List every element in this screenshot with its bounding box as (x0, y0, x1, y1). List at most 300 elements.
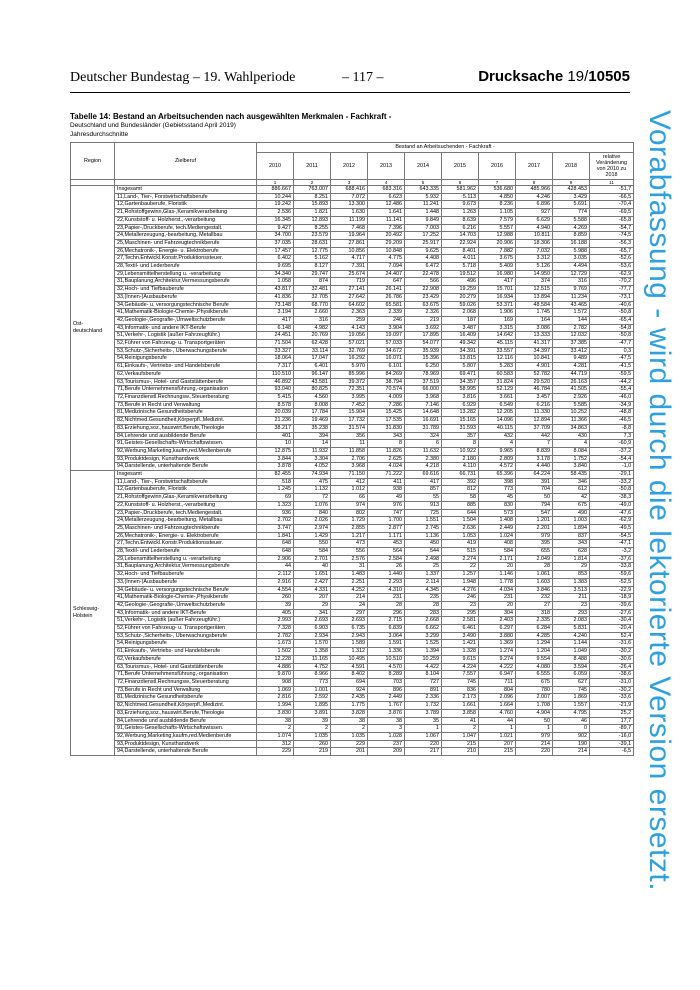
occupation-cell: 91,Geistes-Gesellschafts-Wirtschaftswissen. (115, 725, 257, 733)
value-cell: 694 (331, 679, 368, 687)
value-cell: 1.752 (553, 455, 590, 463)
table-row (71, 501, 634, 509)
value-cell: 395 (516, 540, 553, 548)
table-row (71, 186, 634, 194)
value-cell: 1.745 (516, 309, 553, 317)
value-cell: 412 (331, 478, 368, 486)
value-cell: 13.815 (442, 355, 479, 363)
value-cell: -47,6 (590, 509, 634, 517)
occupation-cell: 21,Rohstoffgewinn,Glas-,Keramikverarbeitung (115, 209, 257, 217)
value-cell: 485.966 (516, 186, 553, 194)
value-cell: 25.917 (405, 239, 442, 247)
occupation-cell: 53,Schutz-,Sicherheits-, Überwachungsberufe (115, 347, 257, 355)
value-cell: 22 (442, 563, 479, 571)
value-cell: 1.525 (405, 640, 442, 648)
value-cell: 1.146 (479, 571, 516, 579)
value-cell: 703 (368, 679, 405, 687)
value-cell: 2.403 (479, 617, 516, 625)
value-cell: 32.705 (294, 293, 331, 301)
value-cell: 3.064 (368, 632, 405, 640)
value-cell: 4.052 (294, 463, 331, 471)
value-cell: 4.408 (405, 255, 442, 263)
value-cell: 11.330 (516, 409, 553, 417)
value-cell: 1 (516, 725, 553, 733)
value-cell: 4.982 (294, 324, 331, 332)
value-cell: 73.148 (257, 301, 294, 309)
value-cell: 22.908 (405, 286, 442, 294)
value-cell: 41.836 (257, 293, 294, 301)
occupation-cell: 34,Gebäude- u. versorgungstechnische Berufe (115, 586, 257, 594)
value-cell: 42 (553, 494, 590, 502)
document-number (478, 68, 630, 85)
value-cell: -30,6 (590, 655, 634, 663)
value-cell: 9.615 (442, 655, 479, 663)
value-cell: 2.026 (294, 517, 331, 525)
value-cell: 6.629 (516, 216, 553, 224)
value-cell: 1.201 (516, 517, 553, 525)
value-cell: 8.488 (553, 655, 590, 663)
value-cell: 1.778 (479, 578, 516, 586)
value-cell: 1.061 (516, 571, 553, 579)
value-cell: 1.257 (442, 571, 479, 579)
value-cell: 38.217 (257, 424, 294, 432)
value-cell: 11.165 (294, 655, 331, 663)
table-title: Tabelle 14: Bestand an Arbeitsuchenden nach ausgewählten Merkmalen - Fachkraft - (70, 112, 392, 121)
value-cell: 19.964 (331, 232, 368, 240)
value-cell: 43.817 (257, 286, 294, 294)
value-cell: 1.504 (442, 517, 479, 525)
table-row (71, 332, 634, 340)
value-cell: 25 (405, 563, 442, 571)
value-cell: 4.034 (479, 586, 516, 594)
value-cell: 59.026 (442, 301, 479, 309)
value-cell: 1.440 (368, 571, 405, 579)
value-cell: 627 (553, 679, 590, 687)
value-cell: 66.000 (405, 386, 442, 394)
occupation-cell: 12,Gartenbauberufe, Floristik (115, 486, 257, 494)
value-cell: 2.855 (331, 524, 368, 532)
value-cell: 1.012 (331, 486, 368, 494)
value-cell: 4.110 (442, 463, 479, 471)
value-cell: 6.284 (516, 625, 553, 633)
table-row (71, 548, 634, 556)
value-cell: 2.693 (331, 617, 368, 625)
value-cell: 4.252 (331, 586, 368, 594)
value-cell: 518 (257, 478, 294, 486)
value-cell: 37.709 (516, 424, 553, 432)
value-cell: 214 (516, 740, 553, 748)
table-row (71, 201, 634, 209)
value-cell: 6.216 (516, 401, 553, 409)
value-cell: 3.594 (553, 663, 590, 671)
data-table (70, 142, 634, 756)
value-cell: 2.782 (553, 324, 590, 332)
value-cell: 65.396 (479, 471, 516, 479)
value-cell: -55,4 (590, 386, 634, 394)
value-cell: 58.435 (553, 471, 590, 479)
value-cell: 5.113 (442, 193, 479, 201)
value-cell: -6,5 (590, 748, 634, 756)
value-cell: 3.513 (553, 586, 590, 594)
value-cell: 417 (257, 316, 294, 324)
value-cell: 4.310 (368, 586, 405, 594)
value-cell: 430 (553, 432, 590, 440)
column-number: 11 (590, 180, 634, 186)
value-cell: 11.241 (405, 201, 442, 209)
value-cell: 1.408 (479, 517, 516, 525)
value-cell: 2.715 (368, 617, 405, 625)
occupation-cell: 94,Darstellende, unterhaltende Berufe (115, 463, 257, 471)
occupation-cell: 81,Medizinische Gesundheitsberufe (115, 694, 257, 702)
value-cell: 4.570 (368, 663, 405, 671)
value-cell: 1.263 (442, 209, 479, 217)
value-cell: 581.962 (442, 186, 479, 194)
value-cell: 647 (368, 278, 405, 286)
value-cell: -77,7 (590, 286, 634, 294)
table-row (71, 709, 634, 717)
value-cell: 1.895 (294, 702, 331, 710)
value-cell: -37,2 (590, 447, 634, 455)
column-number: 2 (294, 180, 331, 186)
value-cell: 219 (294, 748, 331, 756)
value-cell: 6.401 (294, 363, 331, 371)
value-cell: 9.965 (479, 447, 516, 455)
value-cell: 2.934 (294, 632, 331, 640)
value-cell: 1.551 (405, 517, 442, 525)
value-cell: 405 (257, 609, 294, 617)
occupation-cell: 25,Maschinen- und Fahrzeugtechnikberufe (115, 524, 257, 532)
value-cell: 3.457 (516, 393, 553, 401)
value-cell: 3.891 (294, 709, 331, 717)
value-cell: 11.366 (553, 417, 590, 425)
value-cell: 612 (553, 486, 590, 494)
value-cell: 16.980 (479, 270, 516, 278)
occupation-cell: 52,Führer von Fahrzeug- u. Transportgeräten (115, 340, 257, 348)
value-cell: 780 (516, 686, 553, 694)
table-row (71, 340, 634, 348)
value-cell: -33,6 (590, 694, 634, 702)
occupation-cell: 11,Land-, Tier-, Forstwirtschaftsberufe (115, 193, 257, 201)
value-cell: 25,2 (590, 709, 634, 717)
occupation-cell: 73,Berufe in Recht und Verwaltung (115, 401, 257, 409)
value-cell: 66.731 (442, 471, 479, 479)
table-row (71, 355, 634, 363)
value-cell: 57.021 (331, 340, 368, 348)
value-cell: 32.769 (331, 347, 368, 355)
table-row (71, 347, 634, 355)
value-cell: 11.826 (368, 447, 405, 455)
value-cell: 1.448 (405, 209, 442, 217)
value-cell: 3.828 (331, 709, 368, 717)
value-cell: 5.126 (516, 263, 553, 271)
value-cell: 20.769 (294, 332, 331, 340)
value-cell: 6.735 (331, 625, 368, 633)
value-cell: 1.001 (294, 686, 331, 694)
value-cell: 17,7 (590, 717, 634, 725)
occupation-cell: 34,Gebäude- u. versorgungstechnische Berufe (115, 301, 257, 309)
value-cell: 246 (368, 316, 405, 324)
occupation-cell: 71,Berufe Unternehmensführung,-organisation (115, 386, 257, 394)
value-cell: 7.317 (257, 363, 294, 371)
value-cell: 4.285 (516, 632, 553, 640)
table-row (71, 725, 634, 733)
table-row (71, 571, 634, 579)
value-cell: 902 (553, 732, 590, 740)
value-cell: 1.136 (405, 532, 442, 540)
value-cell: 2.782 (257, 632, 294, 640)
value-cell: 16.188 (553, 239, 590, 247)
value-cell: 6.059 (553, 671, 590, 679)
value-cell: -47,7 (590, 340, 634, 348)
value-cell: 1.074 (257, 732, 294, 740)
value-cell: 7.094 (368, 263, 405, 271)
value-cell: 2.816 (257, 694, 294, 702)
value-cell: 4.009 (368, 393, 405, 401)
value-cell: 2.592 (294, 694, 331, 702)
value-cell: -47,1 (590, 540, 634, 548)
value-cell: 31.789 (405, 424, 442, 432)
value-cell: 473 (331, 540, 368, 548)
value-cell: 29 (553, 563, 590, 571)
value-cell: 2.668 (405, 617, 442, 625)
value-cell: -52,5 (590, 578, 634, 586)
value-cell: 60.583 (479, 370, 516, 378)
value-cell: 3.429 (553, 193, 590, 201)
value-cell: 3.304 (294, 455, 331, 463)
value-cell: 11.858 (331, 447, 368, 455)
value-cell: 1.994 (257, 702, 294, 710)
value-cell: -22,9 (590, 586, 634, 594)
value-cell: 1.003 (553, 517, 590, 525)
value-cell: 13.300 (331, 201, 368, 209)
value-cell: 214 (553, 748, 590, 756)
value-cell: 2.693 (294, 617, 331, 625)
value-cell: 1.673 (257, 640, 294, 648)
value-cell: 442 (516, 432, 553, 440)
value-cell: 6.839 (368, 625, 405, 633)
value-cell: 4.717 (331, 255, 368, 263)
value-cell: 4.554 (257, 586, 294, 594)
occupation-cell: 23,Papier-,Druckberufe, tech.Mediengestalt. (115, 509, 257, 517)
value-cell: 38 (331, 717, 368, 725)
value-cell: 357 (442, 432, 479, 440)
value-cell: 4 (479, 440, 516, 448)
value-cell: 69 (257, 494, 294, 502)
value-cell: -41,5 (590, 363, 634, 371)
value-cell: 8.236 (479, 201, 516, 209)
value-cell: 2.083 (553, 617, 590, 625)
value-cell: 4.760 (479, 709, 516, 717)
value-cell: 3.178 (516, 455, 553, 463)
drucksache-label: Drucksache (478, 68, 564, 85)
column-number: 7 (479, 180, 516, 186)
value-cell: 4.494 (553, 263, 590, 271)
value-cell: 2.201 (516, 524, 553, 532)
value-cell: 7 (516, 440, 553, 448)
table-row (71, 424, 634, 432)
value-cell: 346 (553, 478, 590, 486)
value-cell: 32.481 (294, 286, 331, 294)
value-cell: 1.204 (516, 648, 553, 656)
value-cell: 16.691 (405, 417, 442, 425)
value-cell: 20 (479, 563, 516, 571)
value-cell: 812 (442, 486, 479, 494)
value-cell: 4.143 (331, 324, 368, 332)
value-cell: 2.114 (405, 578, 442, 586)
value-cell: 936 (257, 509, 294, 517)
value-cell: 1.336 (368, 648, 405, 656)
value-cell: 3.194 (257, 309, 294, 317)
value-cell: 2.007 (516, 694, 553, 702)
value-cell: -38,3 (590, 494, 634, 502)
value-cell: 35.238 (294, 424, 331, 432)
value-cell: -89,7 (590, 725, 634, 733)
column-number: 8 (516, 180, 553, 186)
value-cell: 110.510 (257, 370, 294, 378)
value-cell: 71.222 (368, 471, 405, 479)
value-cell: 7.882 (479, 247, 516, 255)
table-row (71, 370, 634, 378)
col-header-year: 2018 (553, 153, 590, 180)
value-cell: 3.747 (257, 524, 294, 532)
value-cell: 29.209 (368, 239, 405, 247)
value-cell: 432 (479, 432, 516, 440)
value-cell: 475 (294, 478, 331, 486)
table-row (71, 316, 634, 324)
value-cell: 25.674 (331, 270, 368, 278)
value-cell: 1.589 (331, 640, 368, 648)
value-cell: 2.636 (442, 524, 479, 532)
value-cell: 46.892 (257, 378, 294, 386)
value-cell: 341 (294, 609, 331, 617)
value-cell: 3.692 (405, 324, 442, 332)
value-cell: -29,1 (590, 471, 634, 479)
value-cell: 4.224 (442, 663, 479, 671)
value-cell: 33.557 (479, 347, 516, 355)
value-cell: 231 (368, 594, 405, 602)
value-cell: 260 (257, 594, 294, 602)
table-row (71, 393, 634, 401)
value-cell: 3 (368, 725, 405, 733)
value-cell: 4.281 (553, 363, 590, 371)
value-cell: 896 (368, 686, 405, 694)
value-cell: 296 (368, 609, 405, 617)
value-cell: 8 (442, 440, 479, 448)
value-cell: 2.435 (331, 694, 368, 702)
value-cell: 1.630 (331, 209, 368, 217)
value-cell: 12.893 (294, 216, 331, 224)
value-cell: 566 (405, 278, 442, 286)
table-row (71, 486, 634, 494)
value-cell: 1.069 (257, 686, 294, 694)
value-cell: 2.380 (405, 455, 442, 463)
value-cell: 31.574 (331, 424, 368, 432)
table-row (71, 232, 634, 240)
value-cell: 1.358 (294, 648, 331, 656)
value-cell: 1.337 (405, 571, 442, 579)
drucksache-number: 10505 (588, 68, 630, 85)
value-cell: 1.323 (257, 501, 294, 509)
value-cell: 4.560 (294, 393, 331, 401)
value-cell: -66,5 (590, 193, 634, 201)
value-cell: 46.784 (516, 386, 553, 394)
value-cell: -21,9 (590, 702, 634, 710)
value-cell: 40.115 (479, 424, 516, 432)
value-cell: 19.259 (442, 286, 479, 294)
table-row (71, 601, 634, 609)
value-cell: 3.299 (405, 632, 442, 640)
value-cell: 7.557 (442, 671, 479, 679)
occupation-cell: 63,Tourismus-, Hotel- und Gaststättenberufe (115, 378, 257, 386)
value-cell: 35 (405, 717, 442, 725)
value-cell: 45.115 (479, 340, 516, 348)
value-cell: 7.328 (257, 625, 294, 633)
value-cell: -33,8 (590, 563, 634, 571)
value-cell: 4.886 (257, 663, 294, 671)
value-cell: 12.228 (257, 655, 294, 663)
value-cell: 27.642 (331, 293, 368, 301)
value-cell: 66 (331, 494, 368, 502)
value-cell: 295 (442, 609, 479, 617)
value-cell: 12.875 (257, 447, 294, 455)
occupation-cell: 72,Finanzdienstl.Rechnungsw.,Steuerberatung (115, 393, 257, 401)
occupation-cell: 52,Führer von Fahrzeug- u. Transportgeräten (115, 625, 257, 633)
occupation-cell: 73,Berufe in Recht und Verwaltung (115, 686, 257, 694)
value-cell: 3.880 (479, 632, 516, 640)
value-cell: 10.841 (516, 355, 553, 363)
value-cell: 1.557 (553, 702, 590, 710)
value-cell: 804 (479, 686, 516, 694)
value-cell: 3.968 (331, 463, 368, 471)
value-cell: 1.708 (516, 702, 553, 710)
value-cell: 26.163 (553, 378, 590, 386)
value-cell: 3.844 (257, 455, 294, 463)
value-cell: 28.631 (294, 239, 331, 247)
value-cell: 550 (294, 540, 331, 548)
value-cell: 2.274 (442, 555, 479, 563)
value-cell: 6 (405, 440, 442, 448)
col-header-year: 2017 (516, 153, 553, 180)
value-cell: 34.397 (516, 347, 553, 355)
value-cell: -70,2 (590, 278, 634, 286)
occupation-cell: 84,Lehrende und ausbildende Berufe (115, 717, 257, 725)
occupation-cell: 24,Metallerzeugung,-bearbeitung, Metallbau (115, 232, 257, 240)
occupation-cell: 31,Bauplanung,Architektur,Vermessungsberufe (115, 278, 257, 286)
value-cell: 12.032 (553, 332, 590, 340)
occupation-cell: 32,Hoch- und Tiefbauberufe (115, 286, 257, 294)
occupation-cell: 93,Produktdesign, Kunsthandwerk (115, 455, 257, 463)
value-cell: 4.024 (368, 463, 405, 471)
column-number: 3 (331, 180, 368, 186)
value-cell: 69.616 (405, 471, 442, 479)
table-row (71, 255, 634, 263)
value-cell: 408 (479, 540, 516, 548)
value-cell: -65,4 (590, 316, 634, 324)
value-cell: 4.440 (516, 463, 553, 471)
value-cell: 34.863 (553, 424, 590, 432)
value-cell: -50,8 (590, 486, 634, 494)
value-cell: 33.114 (294, 347, 331, 355)
value-cell: 6.148 (257, 324, 294, 332)
value-cell: 2.326 (405, 309, 442, 317)
value-cell: -27,6 (590, 609, 634, 617)
occupation-cell: 84,Lehrende und ausbildende Berufe (115, 432, 257, 440)
value-cell: 2.251 (331, 578, 368, 586)
table-row (71, 640, 634, 648)
value-cell: 12.515 (516, 286, 553, 294)
value-cell: 4.591 (331, 663, 368, 671)
value-cell: 2.112 (257, 571, 294, 579)
